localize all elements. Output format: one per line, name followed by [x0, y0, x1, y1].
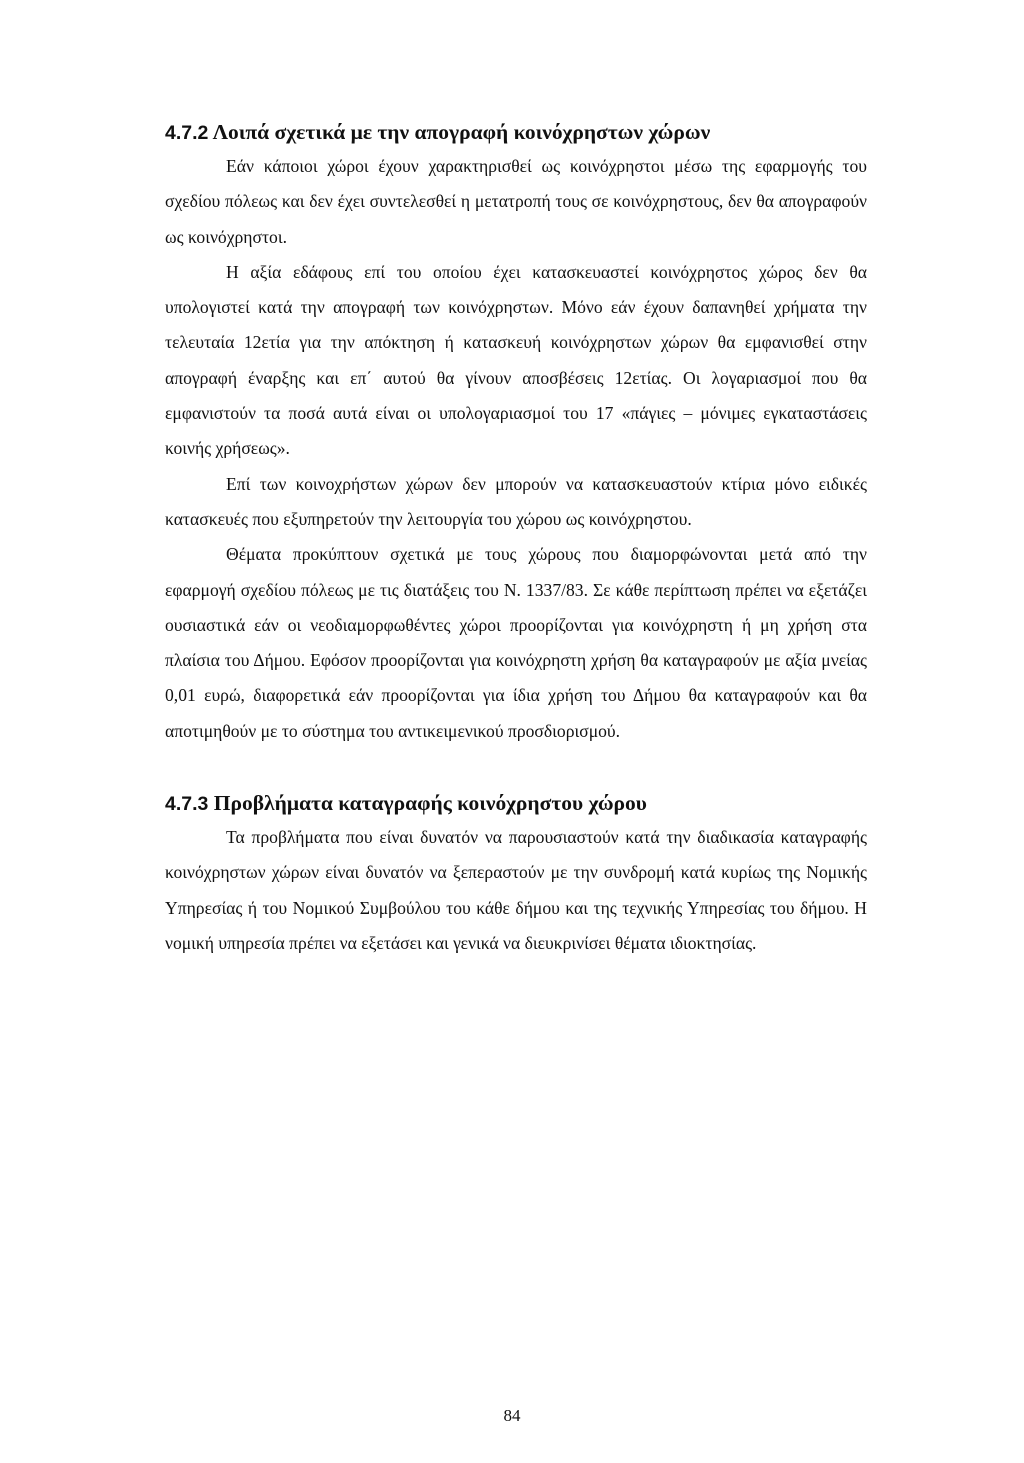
page-number: 84	[503, 1406, 521, 1425]
paragraph: Τα προβλήματα που είναι δυνατόν να παρουσιαστούν κατά την διαδικασία καταγραφής κοινόχρηστων χώρων είναι δυνατόν να ξεπεραστούν με την συνδρομή κατά κυρίως της Νομικής Υπηρεσίας ή του Νομικού Συμβούλου του κάθε δήμου και της τεχνικής Υπηρεσίας του δήμου. Η νομική υπηρεσία πρέπει να εξετάσει και γενικά να διευκρινίσει θέματα ιδιοκτησίας.	[165, 827, 867, 953]
paragraph: Επί των κοινοχρήστων χώρων δεν μπορούν να κατασκευαστούν κτίρια μόνο ειδικές κατασκευές που εξυπηρετούν την λειτουργία του χώρου ως κοινόχρηστου.	[165, 473, 867, 529]
paragraph: Η αξία εδάφους επί του οποίου έχει κατασκευαστεί κοινόχρηστος χώρος δεν θα υπολογιστεί κατά την απογραφή των κοινόχρηστων. Μόνο εάν έχουν δαπανηθεί χρήματα την τελευταία 12ετία για την απόκτηση ή κατασκευή κοινόχρηστων χώρων θα εμφανισθεί στην απογραφή έναρξης και επ΄ αυτού θα γίνουν αποσβέσεις 12ετίας. Οι λογαριασμοί που θα εμφανιστούν τα ποσά αυτά είναι οι υπολογαριασμοί του 17 «πάγιες – μόνιμες εγκαταστάσεις κοινής χρήσεως».	[165, 261, 867, 459]
section-title: Λοιπά σχετικά με την απογραφή κοινόχρηστων χώρων	[212, 120, 711, 144]
document-page	[165, 116, 867, 961]
section-heading-4-7-3	[165, 787, 867, 820]
section-title: Προβλήματα καταγραφής κοινόχρηστου χώρου	[213, 791, 647, 816]
paragraph: Θέματα προκύπτουν σχετικά με τους χώρους που διαμορφώνονται μετά από την εφαρμογή σχεδίου πόλεως με τις διατάξεις του Ν. 1337/83. Σε κάθε περίπτωση πρέπει να εξετάζει ουσιαστικά εάν οι νεοδιαμορφωθέντες χώροι προορίζονται για κοινόχρηστη ή μη χρήση στα πλαίσια του Δήμου. Εφόσον προορίζονται για κοινόχρηστη χρήση θα καταγραφούν με αξία μνείας 0,01 ευρώ, διαφορετικά εάν προορίζονται για ίδια χρήση του Δήμου θα καταγραφούν και θα αποτιμηθούν με το σύστημα του αντικειμενικού προσδιορισμού.	[165, 544, 867, 741]
section-heading-4-7-2	[165, 116, 867, 149]
paragraph: Εάν κάποιοι χώροι έχουν χαρακτηρισθεί ως κοινόχρηστοι μέσω της εφαρμογής του σχεδίου πόλεως και δεν έχει συντελεσθεί η μετατροπή τους σε κοινόχρηστους, δεν θα απογραφούν ως κοινόχρηστοι.	[165, 156, 867, 247]
section-number: 4.7.3	[165, 793, 209, 816]
section-number: 4.7.2	[165, 122, 209, 144]
